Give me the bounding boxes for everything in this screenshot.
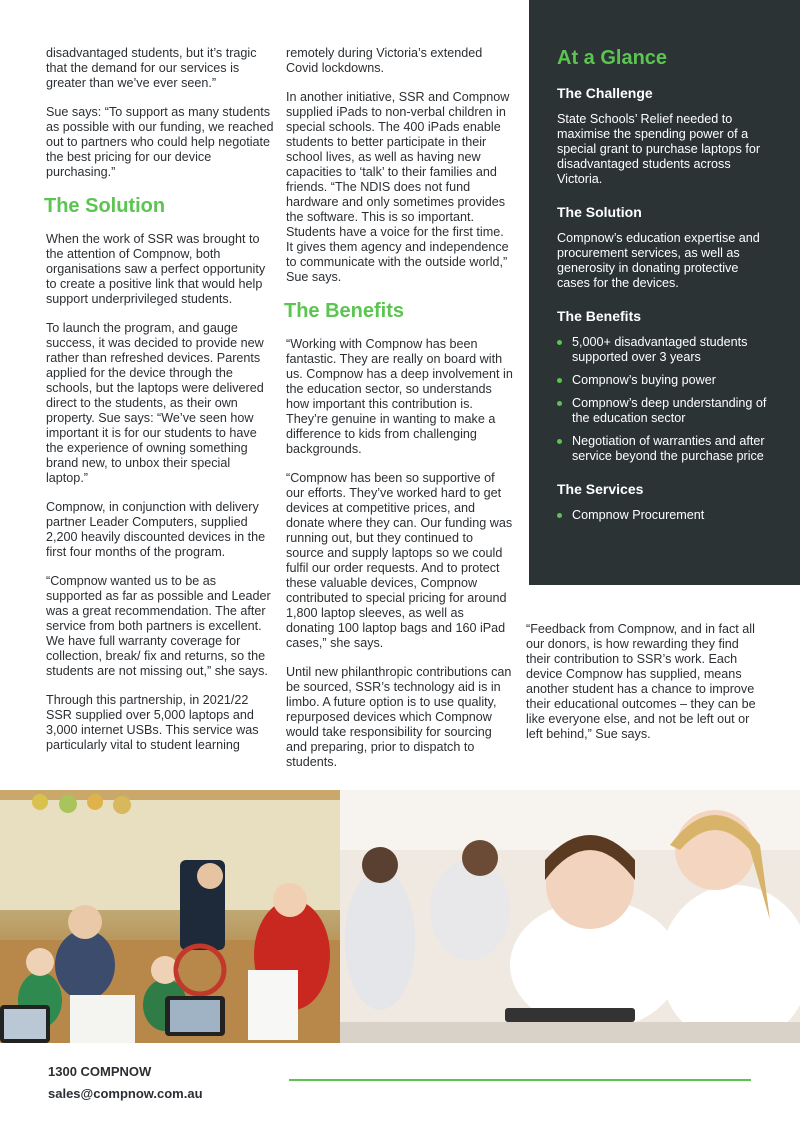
glance-challenge-text: State Schools’ Relief needed to maximise the spending power of a special grant to purchase laptops for disadvantaged students across Victoria. — [557, 112, 761, 186]
paragraph: To launch the program, and gauge success, it was decided to provide new rather than refreshed devices. Parents applied for the device through the schools, but the laptops were delivered direct to the students, as their own property. Sue says: “We’ve seen how important it is for our students to have the experience of owning something brand new, to unbox their special laptop.” — [46, 321, 264, 485]
section-heading-solution: The Solution — [44, 195, 166, 217]
column-left — [46, 46, 274, 767]
column-right-quote — [526, 622, 756, 742]
paragraph: remotely during Victoria’s extended Covid lockdowns. — [286, 46, 483, 75]
bullet-icon — [557, 340, 562, 345]
glance-solution-heading: The Solution — [557, 204, 642, 220]
glance-title: At a Glance — [557, 47, 668, 69]
bullet-icon — [557, 378, 562, 383]
glance-challenge-heading: The Challenge — [557, 85, 653, 101]
bullet-icon — [557, 513, 562, 518]
benefits-list — [557, 335, 772, 464]
service-text: Compnow Procurement — [572, 508, 705, 522]
benefit-text: Negotiation of warranties and after service beyond the purchase price — [572, 434, 765, 463]
paragraph: Sue says: “To support as many students as possible with our funding, we reached out to partners who could help negotiate the best pricing for our device purchasing.” — [46, 105, 274, 179]
section-heading-benefits: The Benefits — [284, 300, 405, 322]
list-item — [557, 396, 772, 426]
list-item — [557, 373, 772, 388]
paragraph: Until new philanthropic contributions can be sourced, SSR’s technology aid is in limbo. A future option is to use quality, repurposed devices which Compnow would take responsibility for sourcing and preparing, prior to dispatch to students. — [286, 665, 512, 769]
students-tablet-photo-illustration — [340, 790, 800, 1043]
glance-solution-text: Compnow’s education expertise and procurement services, as well as generosity in donating protective cases for the devices. — [557, 231, 760, 290]
list-item — [557, 508, 772, 523]
paragraph: When the work of SSR was brought to the attention of Compnow, both organisations saw a perfect opportunity to create a positive link that would help support underprivileged students. — [46, 232, 266, 306]
paragraph: “Compnow wanted us to be as supported as far as possible and Leader was a great recommendation. The after service from both partners is excellent. We have full warranty coverage for collection, break/ fix and returns, so the students are not missing out,” she says. — [46, 574, 271, 678]
photo-strip — [0, 790, 800, 1043]
bullet-icon — [557, 439, 562, 444]
paragraph: disadvantaged students, but it’s tragic that the demand for our services is greater than we’ve ever seen.” — [46, 46, 257, 90]
paragraph: Compnow, in conjunction with delivery partner Leader Computers, supplied 2,200 heavily discounted devices in the first four months of the program. — [46, 500, 266, 559]
phone-number[interactable]: 1300 COMPNOW — [48, 1064, 152, 1079]
paragraph: “Working with Compnow has been fantastic. They are really on board with us. Compnow has a deep involvement in the education sector, so understands how important this contribution is. They’re genuine in wanting to make a difference to kids from challenging backgrounds. — [286, 337, 513, 456]
services-list — [557, 508, 772, 523]
classroom-photo — [0, 790, 340, 1043]
at-a-glance-panel — [529, 0, 800, 585]
benefit-text: Compnow’s buying power — [572, 373, 716, 387]
benefit-text: 5,000+ disadvantaged students supported over 3 years — [572, 335, 748, 364]
footer-contact — [48, 1062, 203, 1106]
paragraph: In another initiative, SSR and Compnow supplied iPads to non-verbal children in special schools. The 400 iPads enable students to better participate in their school lives, as well as having new capacities to ‘talk’ to their families and friends. “The NDIS does not fund hardware and only sometimes provides the software. This is so important. Students have a voice for the first time. It gives them agency and independence to communicate with the outside world,” Sue says. — [286, 90, 510, 284]
footer-divider — [289, 1079, 751, 1081]
paragraph: “Feedback from Compnow, and in fact all our donors, is how rewarding they find their contribution to SSR’s work. Each device Compnow has supplied, means another student has a chance to improve their educational outcomes – they can be like everyone else, and not be left out or left behind,” Sue says. — [526, 622, 756, 741]
list-item — [557, 434, 772, 464]
classroom-photo-illustration — [0, 790, 340, 1043]
benefit-text: Compnow’s deep understanding of the education sector — [572, 396, 767, 425]
glance-services-heading: The Services — [557, 481, 644, 497]
email-link[interactable]: sales@compnow.com.au — [48, 1086, 203, 1101]
paragraph: “Compnow has been so supportive of our efforts. They’ve worked hard to get devices at competitive prices, and donate where they can. Our funding was running out, but they continued to source and supply laptops so we could fulfil our order requests. And to protect these valuable devices, Compnow contributed to special pricing for around 1,800 laptop sleeves, as well as donating 100 laptop bags and 160 iPad cases,” she says. — [286, 471, 513, 650]
list-item — [557, 335, 772, 365]
column-middle — [286, 46, 514, 784]
students-tablet-photo — [340, 790, 800, 1043]
glance-benefits-heading: The Benefits — [557, 308, 642, 324]
paragraph: Through this partnership, in 2021/22 SSR supplied over 5,000 laptops and 3,000 internet USBs. This service was particularly vital to student learning — [46, 693, 259, 752]
bullet-icon — [557, 401, 562, 406]
